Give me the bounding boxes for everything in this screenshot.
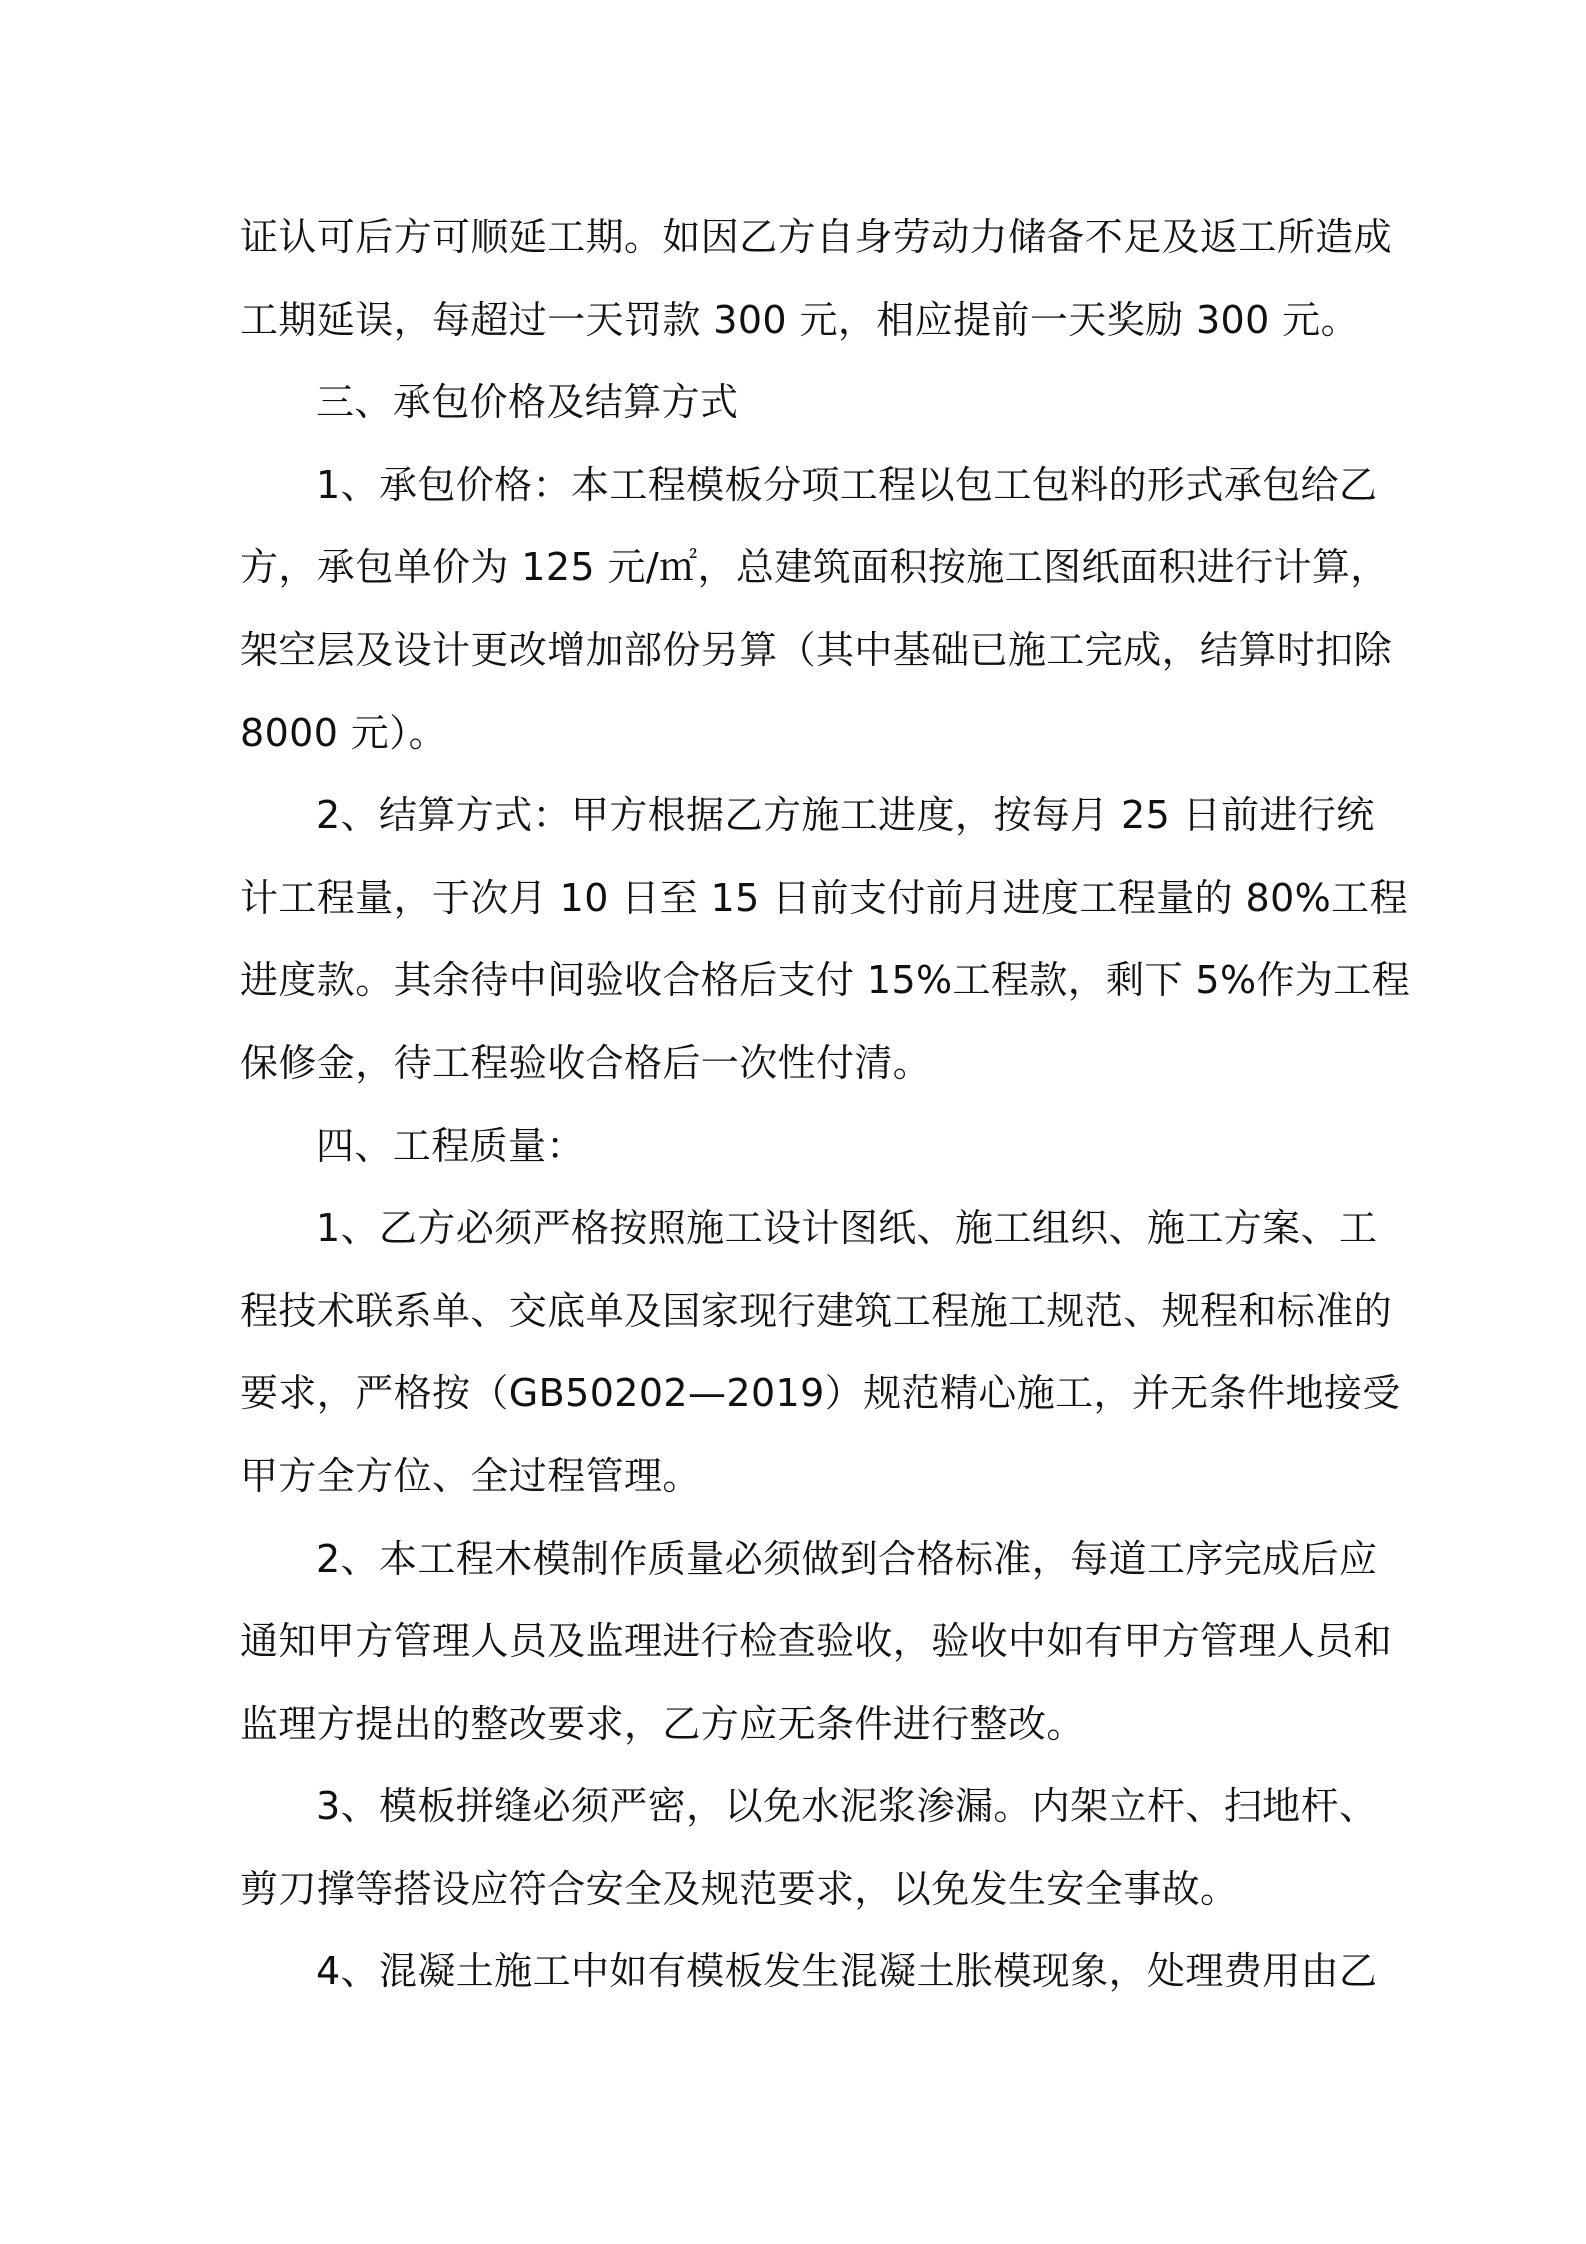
paragraph-line: 2、本工程木模制作质量必须做到合格标准，每道工序完成后应 bbox=[316, 1536, 1378, 1581]
paragraph-line: 3、模板拼缝必须严密，以免水泥浆渗漏。内架立杆、扫地杆、 bbox=[316, 1784, 1378, 1829]
paragraph-line: 甲方全方位、全过程管理。 bbox=[240, 1453, 701, 1498]
paragraph-line: 方，承包单价为 125 元/㎡，总建筑面积按施工图纸面积进行计算， bbox=[240, 545, 1389, 590]
paragraph-line: 计工程量，于次月 10 日至 15 日前支付前月进度工程量的 80%工程 bbox=[240, 875, 1408, 920]
paragraph-line: 要求，严格按（GB50202—2019）规范精心施工，并无条件地接受 bbox=[240, 1371, 1401, 1416]
document-page bbox=[240, 196, 1411, 2013]
paragraph-line: 证认可后方可顺延工期。如因乙方自身劳动力储备不足及返工所造成 bbox=[240, 215, 1393, 259]
paragraph-line: 1、乙方必须严格按照施工设计图纸、施工组织、施工方案、工 bbox=[316, 1206, 1378, 1251]
paragraph-line: 8000 元）。 bbox=[240, 710, 447, 755]
paragraph-line: 工期延误，每超过一天罚款 300 元，相应提前一天奖励 300 元。 bbox=[240, 297, 1359, 342]
section-heading: 四、工程质量： bbox=[316, 1123, 585, 1168]
paragraph-line: 保修金，待工程验收合格后一次性付清。 bbox=[240, 1040, 932, 1085]
section-heading: 三、承包价格及结算方式 bbox=[316, 380, 739, 425]
paragraph-line: 4、混凝土施工中如有模板发生混凝土胀模现象，处理费用由乙 bbox=[316, 1949, 1378, 1994]
paragraph-line: 监理方提出的整改要求，乙方应无条件进行整改。 bbox=[240, 1701, 1085, 1746]
paragraph-line: 程技术联系单、交底单及国家现行建筑工程施工规范、规程和标准的 bbox=[240, 1288, 1393, 1333]
paragraph-line: 剪刀撑等搭设应符合安全及规范要求，以免发生安全事故。 bbox=[240, 1866, 1239, 1911]
paragraph-line: 2、结算方式：甲方根据乙方施工进度，按每月 25 日前进行统 bbox=[316, 793, 1375, 838]
paragraph-line: 架空层及设计更改增加部份另算（其中基础已施工完成，结算时扣除 bbox=[240, 627, 1393, 672]
paragraph-line: 通知甲方管理人员及监理进行检查验收，验收中如有甲方管理人员和 bbox=[240, 1619, 1393, 1664]
paragraph-line: 进度款。其余待中间验收合格后支付 15%工程款，剩下 5%作为工程 bbox=[240, 958, 1411, 1003]
paragraph-line: 1、承包价格：本工程模板分项工程以包工包料的形式承包给乙 bbox=[316, 462, 1378, 507]
